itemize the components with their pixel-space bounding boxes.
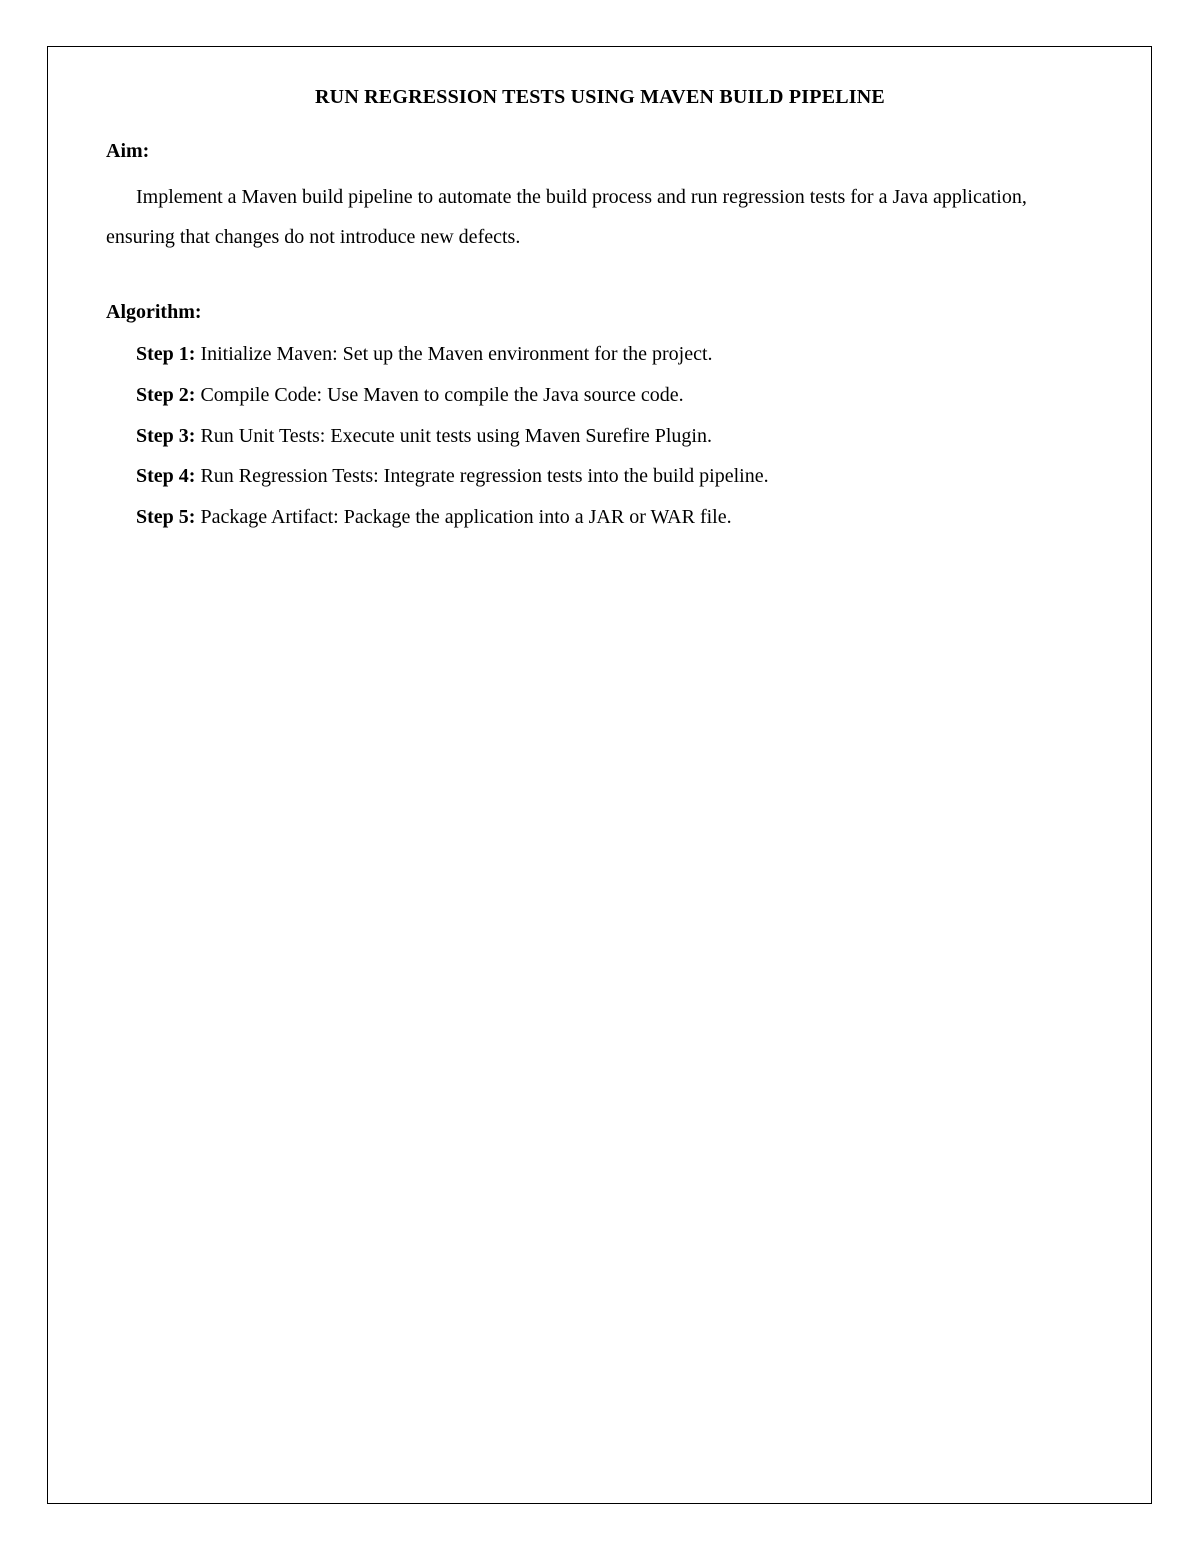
step-text: Package Artifact: Package the application into a JAR or WAR file. bbox=[200, 506, 732, 529]
step-label: Step 5: bbox=[136, 506, 196, 529]
document-title: RUN REGRESSION TESTS USING MAVEN BUILD PIPELINE bbox=[315, 86, 885, 108]
page-border bbox=[47, 46, 1152, 1504]
step-text: Run Regression Tests: Integrate regression tests into the build pipeline. bbox=[200, 465, 769, 488]
step-3 bbox=[136, 422, 769, 463]
step-label: Step 2: bbox=[136, 383, 196, 406]
step-5 bbox=[136, 503, 769, 544]
algorithm-steps bbox=[136, 340, 769, 544]
step-2 bbox=[136, 381, 769, 422]
step-text: Compile Code: Use Maven to compile the Java source code. bbox=[200, 383, 684, 406]
step-text: Initialize Maven: Set up the Maven environment for the project. bbox=[200, 343, 713, 365]
aim-heading: Aim: bbox=[106, 140, 150, 162]
algorithm-heading: Algorithm: bbox=[106, 301, 202, 323]
step-4 bbox=[136, 462, 769, 503]
step-text: Run Unit Tests: Execute unit tests using Maven Surefire Plugin. bbox=[200, 424, 712, 447]
step-1 bbox=[136, 340, 769, 381]
aim-text: Implement a Maven build pipeline to automate the build process and run regression tests for a Java application, ensuring that changes do not introduce new defects. bbox=[106, 186, 1027, 248]
step-label: Step 3: bbox=[136, 424, 196, 447]
step-label: Step 4: bbox=[136, 465, 196, 488]
step-label: Step 1: bbox=[136, 343, 196, 365]
